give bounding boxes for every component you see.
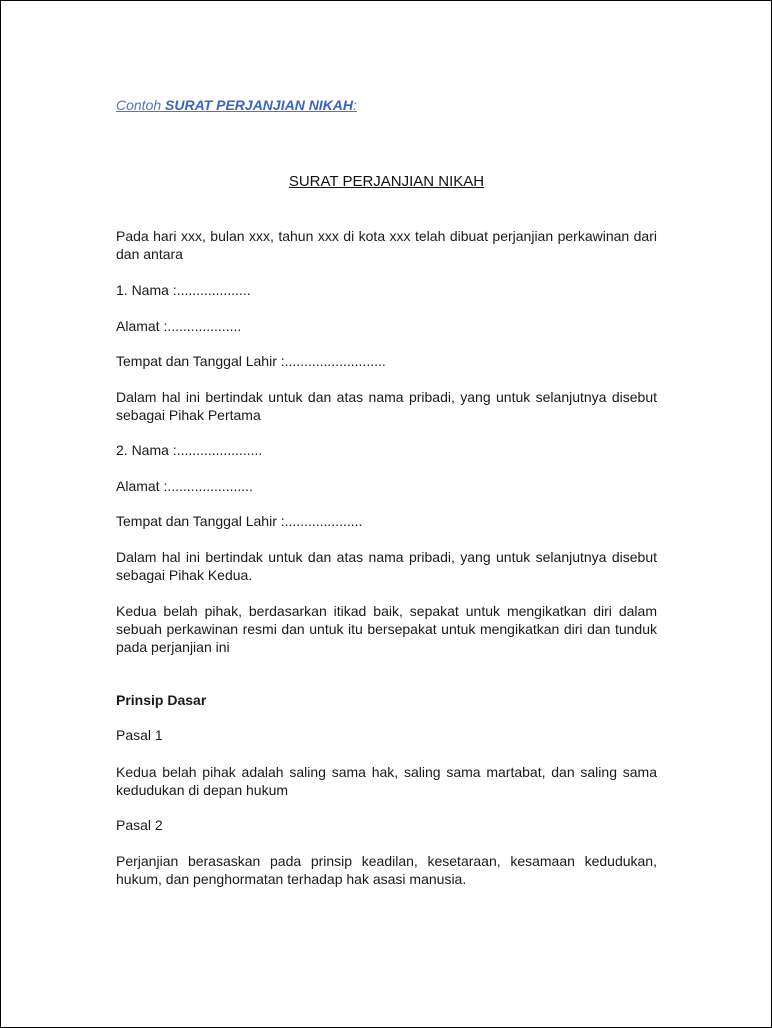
party1-name-field: 1. Nama :................... <box>116 282 251 298</box>
article2-label: Pasal 2 <box>116 817 163 833</box>
party2-statement: Dalam hal ini bertindak untuk dan atas nama pribadi, yang untuk selanjutnya disebut sebagai Pihak Kedua. <box>116 549 657 583</box>
example-link-title: SURAT PERJANJIAN NIKAH <box>165 97 354 113</box>
intro-paragraph: Pada hari xxx, bulan xxx, tahun xxx di kota xxx telah dibuat perjanjian perkawinan dari dan antara <box>116 228 657 262</box>
example-link[interactable] <box>116 96 357 114</box>
article2-text: Perjanjian berasaskan pada prinsip keadilan, kesetaraan, kesamaan kedudukan, hukum, dan penghormatan terhadap hak asasi manusia. <box>116 853 657 887</box>
document-title: SURAT PERJANJIAN NIKAH <box>288 173 485 190</box>
section-heading: Prinsip Dasar <box>116 692 207 708</box>
article1-label: Pasal 1 <box>116 727 163 743</box>
example-link-prefix: Contoh <box>116 97 166 113</box>
party2-name-field: 2. Nama :...................... <box>116 442 263 458</box>
party1-statement: Dalam hal ini bertindak untuk dan atas nama pribadi, yang untuk selanjutnya disebut sebagai Pihak Pertama <box>116 389 657 423</box>
party1-birth-field: Tempat dan Tanggal Lahir :.......................... <box>116 353 386 369</box>
article1-text: Kedua belah pihak adalah saling sama hak, saling sama martabat, dan saling sama kedudukan di depan hukum <box>116 764 657 798</box>
party2-birth-field: Tempat dan Tanggal Lahir :.................... <box>116 513 363 529</box>
example-link-suffix: : <box>353 97 357 113</box>
party2-address-field: Alamat :...................... <box>116 478 253 494</box>
agreement-paragraph: Kedua belah pihak, berdasarkan itikad baik, sepakat untuk mengikatkan diri dalam sebuah perkawinan resmi dan untuk itu bersepakat untuk mengikatkan diri dan tunduk pada perjanjian ini <box>116 603 657 655</box>
party1-address-field: Alamat :................... <box>116 318 242 334</box>
